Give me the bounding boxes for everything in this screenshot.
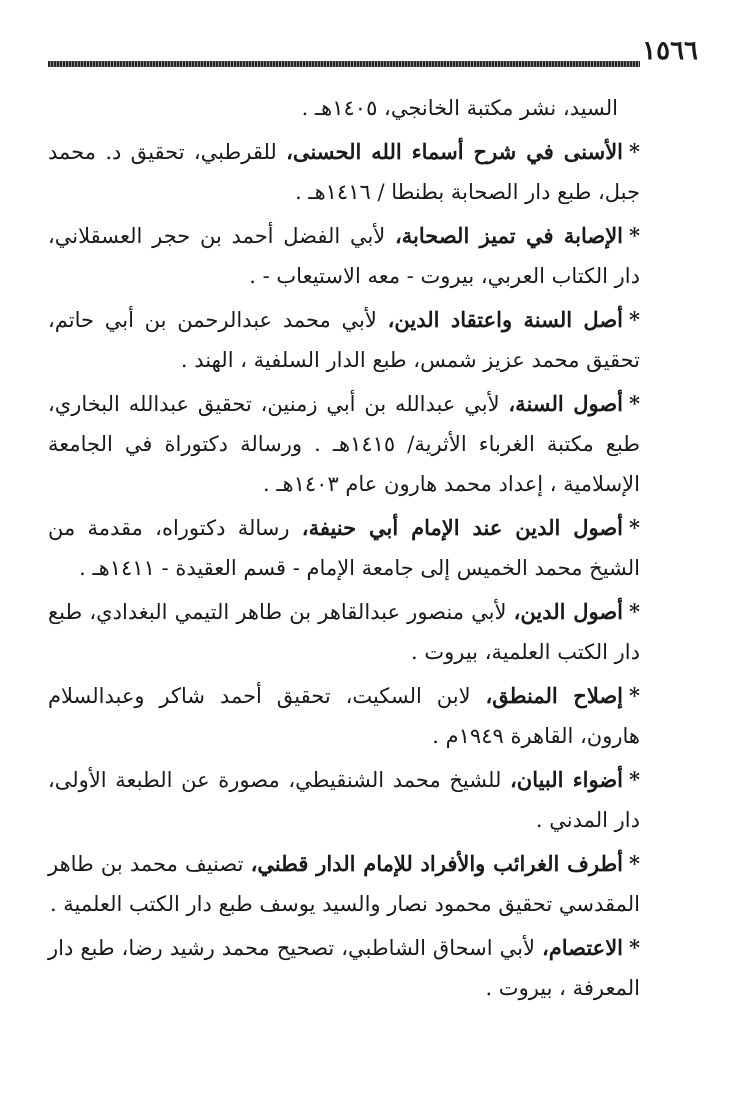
entry-text: لأبي الفضل أحمد بن حجر العسقلاني، دار الكتاب العربي، بيروت - معه الاستيعاب - .: [48, 224, 640, 288]
bibliography-entry: [48, 928, 640, 1008]
entry-text: للقرطبي، تحقيق د. محمد جبل، طبع دار الصحابة بطنطا / ١٤١٦هـ .: [48, 140, 640, 204]
bibliography-entry: [48, 300, 640, 380]
entry-text: لأبي محمد عبدالرحمن بن أبي حاتم، تحقيق محمد عزيز شمس، طبع الدار السلفية ، الهند .: [48, 308, 640, 372]
page-number: ١٥٦٦: [642, 36, 698, 66]
bullet-star-icon: *: [629, 935, 640, 960]
entry-title: أطرف الغرائب والأفراد للإمام الدار قطني،: [250, 851, 624, 876]
entry-text: لأبي منصور عبدالقاهر بن طاهر التيمي البغدادي، طبع دار الكتب العلمية، بيروت .: [48, 600, 640, 664]
bullet-star-icon: *: [629, 599, 640, 624]
entry-title: الأسنى في شرح أسماء الله الحسنى،: [286, 139, 624, 164]
bullet-star-icon: *: [629, 851, 640, 876]
bibliography-entry: [48, 844, 640, 924]
entry-title: أضواء البيان،: [510, 767, 624, 792]
bullet-star-icon: *: [629, 767, 640, 792]
entry-text: تصنيف محمد بن طاهر المقدسي تحقيق محمود نصار والسيد يوسف طبع دار الكتب العلمية .: [48, 852, 640, 916]
entry-text: لأبي اسحاق الشاطبي، تصحيح محمد رشيد رضا، طبع دار المعرفة ، بيروت .: [48, 936, 640, 1000]
bibliography-entry: [48, 384, 640, 504]
bullet-star-icon: *: [629, 223, 640, 248]
entry-title: إصلاح المنطق،: [485, 683, 624, 708]
page-header: [48, 36, 698, 76]
bibliography-entry: [48, 676, 640, 756]
bibliography-entry: [48, 592, 640, 672]
entry-text: لابن السكيت، تحقيق أحمد شاكر وعبدالسلام هارون، القاهرة ١٩٤٩م .: [48, 684, 640, 748]
bullet-star-icon: *: [629, 139, 641, 164]
bullet-star-icon: *: [629, 515, 641, 540]
entry-title: أصل السنة واعتقاد الدين،: [387, 307, 624, 332]
entry-text: لأبي عبدالله بن أبي زمنين، تحقيق عبدالله البخاري، طبع مكتبة الغرباء الأثرية/ ١٤١٥هـ . ورسالة دكتوراة في الجامعة الإسلامية ، إعداد محمد هارون عام ١٤٠٣هـ .: [48, 392, 641, 496]
bibliography-entry: [48, 760, 640, 840]
entry-title: أصول الدين،: [513, 599, 624, 624]
entry-text: رسالة دكتوراه، مقدمة من الشيخ محمد الخميس إلى جامعة الإمام - قسم العقيدة - ١٤١١هـ .: [48, 516, 640, 580]
bibliography-entry: [48, 216, 640, 296]
bibliography-list: [48, 88, 640, 1008]
bullet-star-icon: *: [629, 307, 640, 332]
bullet-star-icon: *: [629, 391, 640, 416]
entry-text: للشيخ محمد الشنقيطي، مصورة عن الطبعة الأولى، دار المدني .: [48, 768, 640, 832]
bibliography-entry: [48, 132, 640, 212]
bullet-star-icon: *: [629, 683, 641, 708]
bibliography-entry: [48, 508, 640, 588]
entry-title: أصول الدين عند الإمام أبي حنيفة،: [301, 515, 624, 540]
entry-title: أصول السنة،: [508, 391, 624, 416]
entry-title: الإصابة في تميز الصحابة،: [395, 223, 624, 248]
header-rule: [48, 61, 640, 67]
entry-title: الاعتصام،: [541, 935, 624, 960]
continuation-text: السيد، نشر مكتبة الخانجي، ١٤٠٥هـ .: [301, 96, 618, 120]
